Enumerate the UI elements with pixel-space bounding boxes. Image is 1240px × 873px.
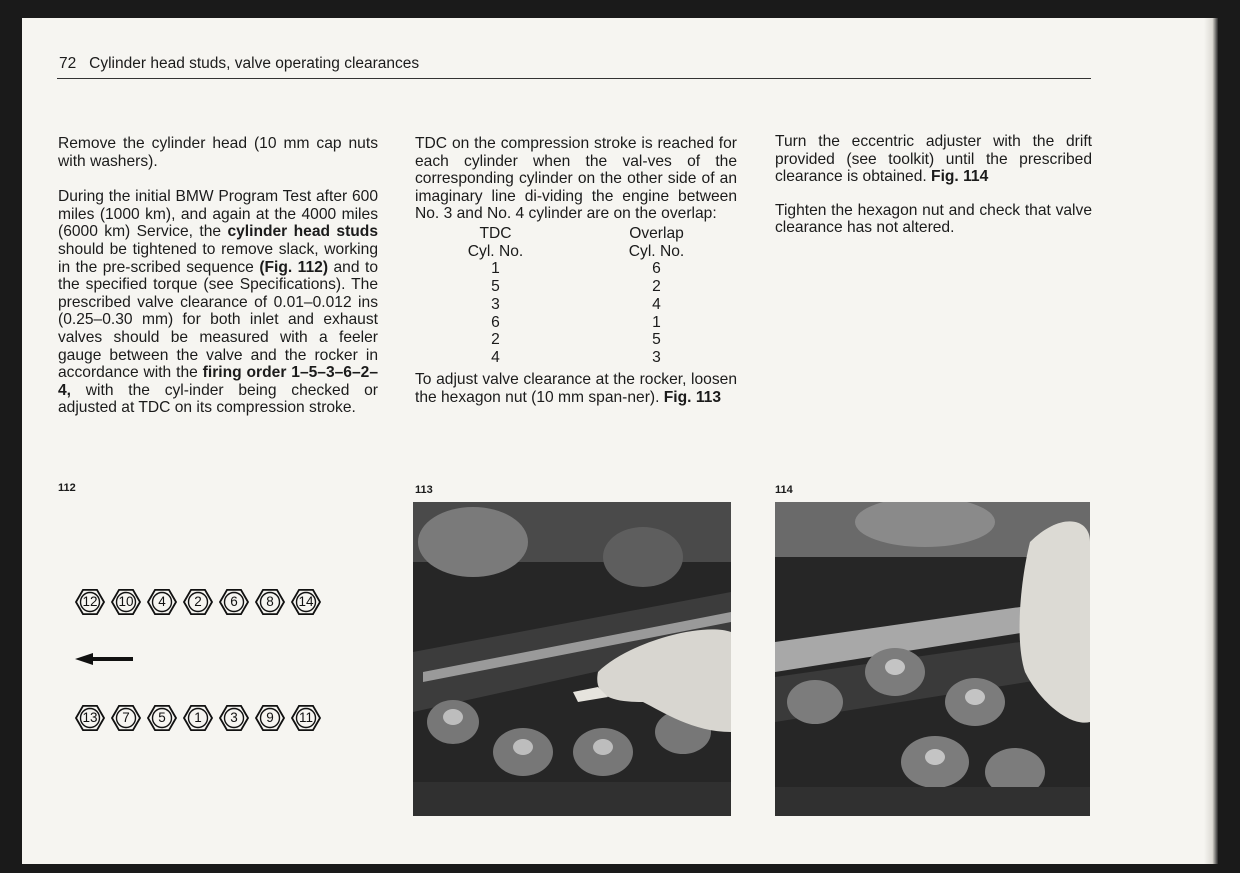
table-cell: 2 [652,277,661,295]
text-run: Turn the eccentric adjuster with the drift provided (see toolkit) until the prescribed clearance is obtained. [775,133,1092,186]
bolt-2 [183,587,213,617]
bolt-number: 12 [82,594,98,609]
figure-ref: Fig. 113 [663,388,721,406]
table-row [415,349,737,367]
header-line: Cyl. No. [467,242,524,260]
bolt-number: 14 [298,594,314,609]
bolt-sequence-top-row [75,587,321,617]
bolt-number: 6 [230,594,238,609]
header-tdc [446,225,546,260]
figure-ref: Fig. 114 [931,168,989,186]
table-row [415,278,737,296]
header-line: Cyl. No. [628,242,685,260]
paragraph [58,188,378,417]
table-cell: 1 [652,313,661,331]
table-row [415,314,737,332]
figure-label-112: 112 [58,482,76,494]
bolt-number: 5 [158,710,166,725]
page-edge [1204,18,1218,864]
text-run: and to the specified torque (see Specifications). The prescribed valve clearance of 0.01–0.012 ins (0.25–0.30 mm) for both inlet and exhaust valves should be measured with a feeler gauge between the valve and the rocker in accordance with the [58,258,379,382]
figure-label-114: 114 [775,484,793,496]
figure-ref: (Fig. 112) [259,258,329,276]
bolt-10 [111,587,141,617]
text-run: with the cyl-inder being checked or adjusted at TDC on its compression stroke. [58,381,378,417]
bolt-number: 7 [122,710,130,725]
arrow-left-icon [75,652,135,666]
column-3 [775,133,1092,237]
header-overlap [607,225,707,260]
text-run: should be tightened to remove slack, working in the pre-scribed sequence [58,240,378,276]
header-rule [57,78,1091,79]
table-cell: 6 [652,260,661,278]
bolt-sequence-bottom-row [75,703,321,733]
bolt-7 [111,703,141,733]
engine-eccentric-adjust-photo [775,502,1090,816]
table-row [415,296,737,314]
bolt-number: 11 [298,710,313,725]
bolt-number: 13 [82,710,98,725]
bolt-number: 3 [230,710,238,725]
header-line: TDC [479,224,512,242]
bolt-number: 1 [194,710,202,725]
bolt-number: 9 [266,710,274,725]
paragraph [415,371,737,406]
text-run: During the initial BMW Program Test after 600 miles (1000 km), and again at the 4000 miles (6000 km) Service, the [58,188,378,241]
header-line: Overlap [629,224,684,242]
table-cell: 1 [491,260,500,278]
table-cell: 5 [652,331,661,349]
figure-113-photo [413,502,731,816]
bolt-1 [183,703,213,733]
table-row [415,260,737,278]
table-cell: 5 [491,277,500,295]
bolt-12 [75,587,105,617]
bolt-3 [219,703,249,733]
bolt-number: 10 [118,594,134,609]
paragraph: TDC on the compression stroke is reached for each cylinder when the val-ves of the corresponding cylinder on the other side of an imaginary line di-viding the engine between No. 3 and No. 4 cylinder are on the overlap: [415,135,737,223]
bolt-5 [147,703,177,733]
table-header [415,225,737,260]
paragraph: Tighten the hexagon nut and check that valve clearance has not altered. [775,201,1092,237]
bolt-number: 4 [158,594,166,609]
figure-label-113: 113 [415,484,433,496]
text-run: To adjust valve clearance at the rocker, loosen the hexagon nut (10 mm span-ner). [415,370,737,406]
bolt-13 [75,703,105,733]
column-2 [415,135,737,406]
table-cell: 2 [491,331,500,349]
bolt-number: 2 [194,594,202,609]
table-cell: 6 [491,313,500,331]
bolt-9 [255,703,285,733]
bolt-number: 8 [266,594,274,609]
paragraph [775,133,1092,186]
column-1 [58,135,378,417]
table-row [415,331,737,349]
bold-term: cylinder head studs [227,223,379,241]
bolt-8 [255,587,285,617]
figure-114-photo [775,502,1090,816]
bolt-4 [147,587,177,617]
bolt-11 [291,703,321,733]
table-cell: 3 [491,295,500,313]
page-header [59,55,419,73]
table-cell: 4 [491,349,500,367]
engine-valve-adjust-photo [413,502,731,816]
table-cell: 4 [652,295,661,313]
bold-term: firing order 1–5–3–6–2–4, [58,364,378,399]
tdc-overlap-table [415,225,737,367]
table-cell: 3 [652,349,661,367]
page-number: 72 [59,55,77,72]
page-title: Cylinder head studs, valve operating clearances [89,55,420,72]
bolt-14 [291,587,321,617]
bolt-6 [219,587,249,617]
paragraph: Remove the cylinder head (10 mm cap nuts with washers). [58,135,378,170]
